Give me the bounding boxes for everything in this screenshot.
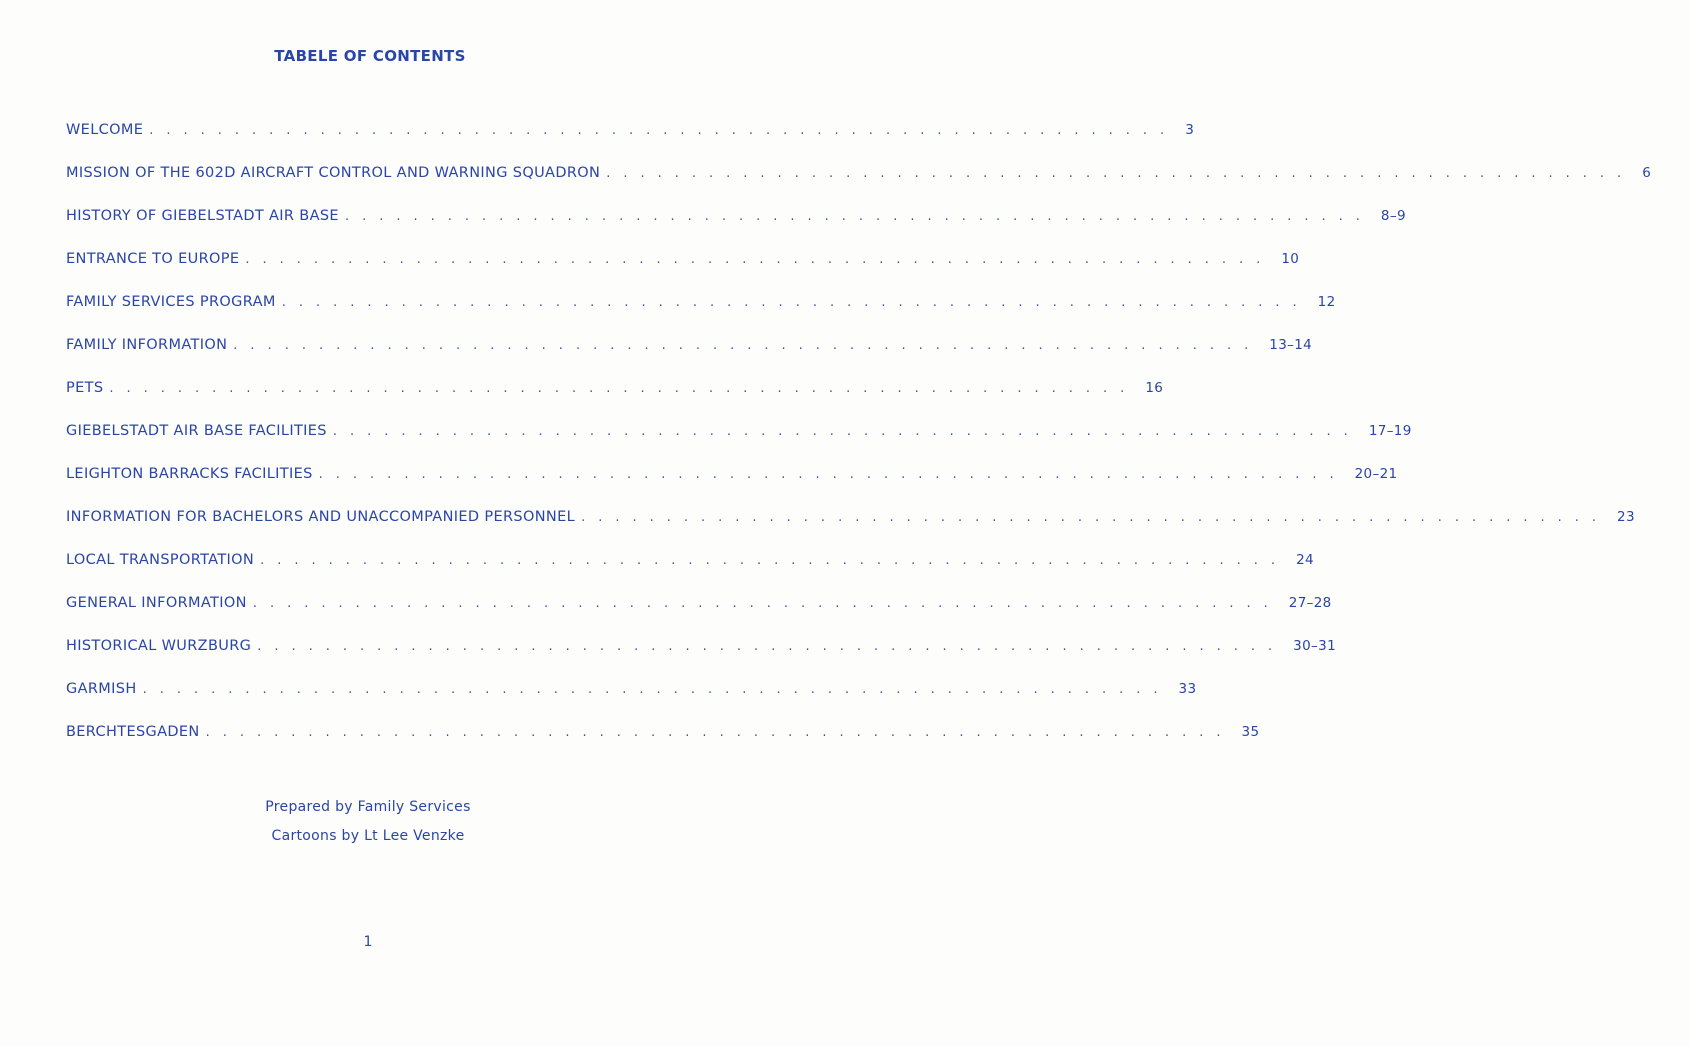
toc-entry-giebelstadt-facilities — [66, 423, 1412, 466]
toc-entry-title: ENTRANCE TO EUROPE — [66, 251, 240, 267]
toc-entry-title: FAMILY SERVICES PROGRAM — [66, 294, 276, 310]
dot-leader: ............................................................ — [260, 553, 1289, 568]
toc-entry-title: LEIGHTON BARRACKS FACILITIES — [66, 466, 313, 482]
toc-entry-mission — [66, 165, 1652, 208]
toc-entry-general-information — [66, 595, 1332, 638]
toc-entry-bachelors — [66, 509, 1635, 552]
toc-entry-page: 20–21 — [1354, 466, 1398, 482]
toc-entry-page: 23 — [1617, 509, 1635, 525]
toc-entry-entrance — [66, 251, 1300, 294]
toc-entry-title: GARMISH — [66, 681, 137, 697]
toc-entry-title: HISTORY OF GIEBELSTADT AIR BASE — [66, 208, 339, 224]
toc-entry-history — [66, 208, 1406, 251]
toc-entry-title: LOCAL TRANSPORTATION — [66, 552, 255, 568]
toc-entry-berchtesgaden — [66, 724, 1260, 767]
toc-entry-page: 35 — [1241, 724, 1260, 740]
toc-entry-title: BERCHTESGADEN — [66, 724, 200, 740]
cartoons-by-line: Cartoons by Lt Lee Venzke — [271, 828, 465, 844]
dot-leader: ............................................................ — [149, 123, 1178, 138]
toc-entry-family-services — [66, 294, 1336, 337]
dot-leader: ............................................................ — [257, 639, 1286, 654]
table-of-contents — [66, 122, 1652, 767]
toc-entry-page: 16 — [1145, 380, 1164, 396]
toc-entry-page: 6 — [1642, 165, 1652, 181]
toc-entry-title: WELCOME — [66, 122, 144, 138]
toc-entry-page: 8–9 — [1380, 208, 1406, 224]
dot-leader: ............................................................ — [281, 295, 1310, 310]
dot-leader: ............................................................ — [205, 725, 1234, 740]
credits — [0, 793, 736, 851]
toc-entry-page: 17–19 — [1368, 423, 1412, 439]
toc-entry-title: GIEBELSTADT AIR BASE FACILITIES — [66, 423, 327, 439]
page-title: TABELE OF CONTENTS — [274, 47, 466, 65]
dot-leader: ............................................................ — [318, 467, 1347, 482]
dot-leader: ............................................................ — [252, 596, 1281, 611]
toc-entry-family-information — [66, 337, 1313, 380]
toc-entry-pets — [66, 380, 1164, 423]
toc-entry-welcome — [66, 122, 1195, 165]
toc-entry-page: 3 — [1185, 122, 1195, 138]
toc-entry-page: 13–14 — [1269, 337, 1313, 353]
dot-leader: ............................................................ — [142, 682, 1171, 697]
dot-leader: ............................................................ — [344, 209, 1373, 224]
toc-entry-page: 27–28 — [1288, 595, 1332, 611]
toc-entry-garmish — [66, 681, 1197, 724]
toc-entry-page: 30–31 — [1293, 638, 1337, 654]
toc-entry-page: 12 — [1317, 294, 1336, 310]
toc-entry-title: INFORMATION FOR BACHELORS AND UNACCOMPANIED PERSONNEL — [66, 509, 576, 525]
toc-entry-page: 33 — [1178, 681, 1197, 697]
page-number: 1 — [363, 934, 373, 950]
prepared-by-line: Prepared by Family Services — [265, 799, 471, 815]
toc-entry-page: 10 — [1281, 251, 1300, 267]
toc-entry-historical-wurzburg — [66, 638, 1337, 681]
dot-leader: ............................................................ — [109, 381, 1138, 396]
dot-leader: ............................................................ — [606, 166, 1635, 181]
toc-entry-page: 24 — [1296, 552, 1314, 568]
dot-leader: ............................................................ — [332, 424, 1361, 439]
dot-leader: ............................................................ — [581, 510, 1610, 525]
dot-leader: ............................................................ — [245, 252, 1274, 267]
toc-entry-leighton-facilities — [66, 466, 1398, 509]
toc-entry-local-transportation — [66, 552, 1314, 595]
toc-entry-title: MISSION OF THE 602D AIRCRAFT CONTROL AND WARNING SQUADRON — [66, 165, 601, 181]
toc-entry-title: GENERAL INFORMATION — [66, 595, 247, 611]
toc-entry-title: PETS — [66, 380, 104, 396]
dot-leader: ............................................................ — [233, 338, 1262, 353]
toc-entry-title: FAMILY INFORMATION — [66, 337, 228, 353]
toc-entry-title: HISTORICAL WURZBURG — [66, 638, 252, 654]
